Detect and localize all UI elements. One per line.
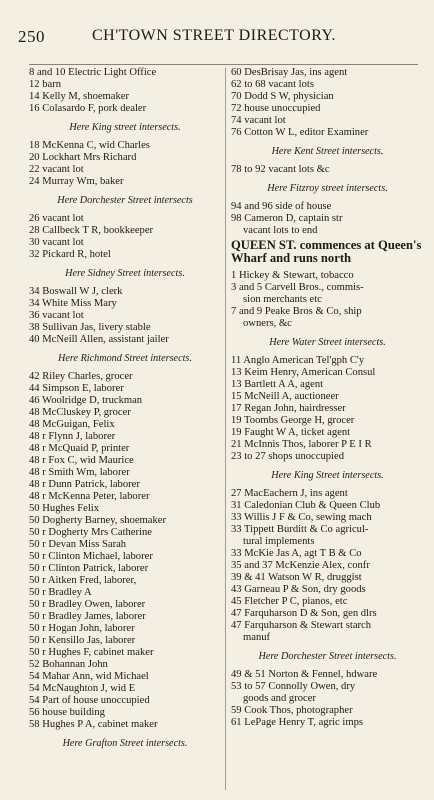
directory-entry: 19 Faught W A, ticket agent	[231, 427, 351, 438]
left-column	[29, 67, 221, 756]
directory-entry: 50 r Clinton Patrick, laborer	[29, 563, 149, 574]
directory-entry: 61 LePage Henry T, agric imps	[231, 717, 363, 728]
directory-entry: 27 MacEachern J, ins agent	[231, 488, 348, 499]
directory-entry-continuation: goods and grocer	[243, 693, 316, 704]
directory-entry: 50 r Bradley A	[29, 587, 92, 598]
directory-entry: 56 house building	[29, 707, 105, 718]
directory-entry: 49 & 51 Norton & Fennel, hdware	[231, 669, 378, 680]
right-column	[231, 67, 424, 729]
directory-entry: 30 vacant lot	[29, 237, 84, 248]
directory-entry: 52 Bohannan John	[29, 659, 108, 670]
directory-entry: 74 vacant lot	[231, 115, 286, 126]
directory-entry: 50 r Aitken Fred, laborer,	[29, 575, 137, 586]
directory-entry-continuation: owners, &c	[243, 318, 292, 329]
intersection-note: Here Sidney Street intersects.	[65, 268, 185, 279]
directory-entry: 50 r Hogan John, laborer	[29, 623, 135, 634]
directory-entry: 48 r Flynn J, laborer	[29, 431, 116, 442]
directory-entry: 12 barn	[29, 79, 62, 90]
directory-entry: 35 and 37 McKenzie Alex, confr	[231, 560, 370, 571]
directory-entry: 48 McCluskey P, grocer	[29, 407, 131, 418]
intersection-note: Here Water Street intersects.	[269, 337, 386, 348]
directory-entry: 46 Woolridge D, truckman	[29, 395, 143, 406]
directory-entry: 50 r Hughes F, cabinet maker	[29, 647, 154, 658]
directory-entry: 1 Hickey & Stewart, tobacco	[231, 270, 354, 281]
directory-entry: 59 Cook Thos, photographer	[231, 705, 353, 716]
directory-entry: 76 Cotton W L, editor Examiner	[231, 127, 369, 138]
intersection-note: Here Fitzroy street intersects.	[267, 183, 388, 194]
directory-entry: 18 McKenna C, wid Charles	[29, 140, 150, 151]
directory-entry: 48 r Smith Wm, laborer	[29, 467, 130, 478]
directory-entry: 62 to 68 vacant lots	[231, 79, 314, 90]
directory-entry: 78 to 92 vacant lots &c	[231, 164, 330, 175]
directory-entry: 44 Simpson E, laborer	[29, 383, 124, 394]
directory-entry: 13 Bartlett A A, agent	[231, 379, 324, 390]
directory-entry: 50 r Clinton Michael, laborer	[29, 551, 153, 562]
directory-entry: 50 Dogherty Barney, shoemaker	[29, 515, 166, 526]
directory-entry: 53 to 57 Connolly Owen, dry	[231, 681, 356, 692]
intersection-note: Here Dorchester Street intersects	[57, 195, 193, 206]
directory-entry: 16 Colasardo F, pork dealer	[29, 103, 147, 114]
directory-entry: 22 vacant lot	[29, 164, 84, 175]
directory-entry: 72 house unoccupied	[231, 103, 321, 114]
intersection-note: Here Dorchester Street intersects.	[258, 651, 397, 662]
column-divider	[225, 68, 226, 790]
running-title: CH'TOWN STREET DIRECTORY.	[92, 27, 336, 44]
directory-entry: 17 Regan John, hairdresser	[231, 403, 346, 414]
directory-entry: 28 Callbeck T R, bookkeeper	[29, 225, 154, 236]
directory-entry: 54 McNaughton J, wid E	[29, 683, 136, 694]
directory-entry: 54 Mahar Ann, wid Michael	[29, 671, 149, 682]
directory-entry: 33 McKie Jas A, agt T B & Co	[231, 548, 362, 559]
directory-entry: 38 Sullivan Jas, livery stable	[29, 322, 151, 333]
directory-entry: 70 Dodd S W, physician	[231, 91, 334, 102]
directory-entry: 39 & 41 Watson W R, druggist	[231, 572, 362, 583]
header-rule	[29, 64, 418, 65]
directory-entry: 11 Anglo American Tel'gph C'y	[231, 355, 365, 366]
directory-entry: 34 Boswall W J, clerk	[29, 286, 123, 297]
directory-entry: 24 Murray Wm, baker	[29, 176, 124, 187]
directory-entry: 50 r Dogherty Mrs Catherine	[29, 527, 152, 538]
directory-entry: 50 r Bradley Owen, laborer	[29, 599, 146, 610]
directory-entry: 94 and 96 side of house	[231, 201, 332, 212]
directory-entry: 32 Pickard R, hotel	[29, 249, 111, 260]
directory-entry-continuation: vacant lots to end	[243, 225, 318, 236]
street-heading: QUEEN ST. commences at Queen's Wharf and runs north	[231, 238, 422, 265]
directory-entry: 36 vacant lot	[29, 310, 84, 321]
directory-entry: 34 White Miss Mary	[29, 298, 117, 309]
directory-entry-continuation: sion merchants etc	[243, 294, 322, 305]
directory-entry: 19 Toombs George H, grocer	[231, 415, 355, 426]
intersection-note: Here Grafton Street intersects.	[62, 738, 188, 749]
directory-entry: 45 Fletcher P C, pianos, etc	[231, 596, 348, 607]
intersection-note: Here King street intersects.	[69, 122, 181, 133]
directory-entry: 50 r Kensillo Jas, laborer	[29, 635, 136, 646]
directory-entry: 33 Willis J F & Co, sewing mach	[231, 512, 372, 523]
directory-entry: 60 DesBrisay Jas, ins agent	[231, 67, 348, 78]
intersection-note: Here Richmond Street intersects.	[58, 353, 192, 364]
directory-entry-continuation: manuf	[243, 632, 271, 643]
directory-entry: 15 McNeill A, auctioneer	[231, 391, 339, 402]
directory-entry: 48 r McKenna Peter, laborer	[29, 491, 150, 502]
directory-entry: 3 and 5 Carvell Bros., commis-	[231, 282, 364, 293]
directory-entry: 48 McGuigan, Felix	[29, 419, 115, 430]
directory-entry: 33 Tippett Burditt & Co agricul-	[231, 524, 369, 535]
directory-entry: 14 Kelly M, shoemaker	[29, 91, 130, 102]
directory-entry: 26 vacant lot	[29, 213, 84, 224]
directory-entry: 42 Riley Charles, grocer	[29, 371, 133, 382]
page-header	[0, 27, 434, 51]
directory-entry: 7 and 9 Peake Bros & Co, ship	[231, 306, 362, 317]
directory-entry: 23 to 27 shops unoccupied	[231, 451, 344, 462]
directory-entry: 50 r Devan Miss Sarah	[29, 539, 127, 550]
directory-entry: 31 Caledonian Club & Queen Club	[231, 500, 381, 511]
directory-entry: 50 r Bradley James, laborer	[29, 611, 146, 622]
directory-entry: 54 Part of house unoccupied	[29, 695, 150, 706]
intersection-note: Here Kent Street intersects.	[271, 146, 384, 157]
directory-entry: 8 and 10 Electric Light Office	[29, 67, 157, 78]
directory-entry: 48 r McQuaid P, printer	[29, 443, 130, 454]
directory-entry: 47 Farquharson & Stewart starch	[231, 620, 372, 631]
directory-entry: 21 McInnis Thos, laborer P E I R	[231, 439, 372, 450]
directory-entry: 48 r Fox C, wid Maurice	[29, 455, 134, 466]
intersection-note: Here King Street intersects.	[271, 470, 384, 481]
directory-entry: 98 Cameron D, captain str	[231, 213, 343, 224]
directory-entry: 50 Hughes Felix	[29, 503, 100, 514]
directory-entry-continuation: tural implements	[243, 536, 315, 547]
directory-entry: 40 McNeill Allen, assistant jailer	[29, 334, 169, 345]
directory-entry: 13 Keim Henry, American Consul	[231, 367, 376, 378]
directory-entry: 47 Farquharson D & Son, gen dlrs	[231, 608, 377, 619]
directory-entry: 20 Lockhart Mrs Richard	[29, 152, 137, 163]
directory-entry: 48 r Dunn Patrick, laborer	[29, 479, 140, 490]
page-number: 250	[18, 27, 45, 46]
directory-entry: 58 Hughes P A, cabinet maker	[29, 719, 158, 730]
directory-entry: 43 Garneau P & Son, dry goods	[231, 584, 366, 595]
